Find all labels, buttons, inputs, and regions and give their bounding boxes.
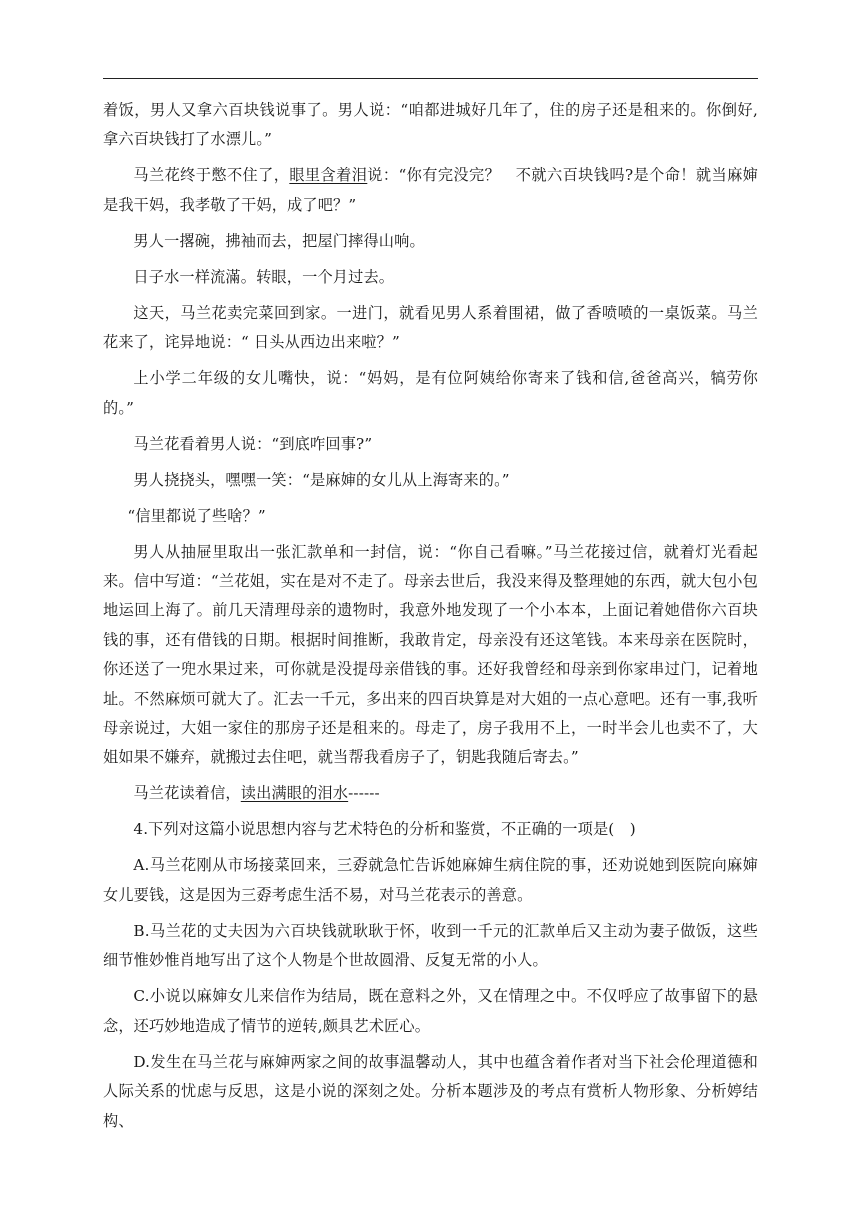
question-option-d: D.发生在马兰花与麻婶两家之间的故事温馨动人，其中也蕴含着作者对当下社会伦理道德和人际关系的忧虑与反思，这是小说的深刻之处。分析本题涉及的考点有赏析人物形象、分析婷结构、 bbox=[103, 1052, 758, 1130]
question-option-b: B.马兰花的丈夫因为六百块钱就耿耿于怀，收到一千元的汇款单后又主动为妻子做饭，这些细节惟妙惟肖地写出了这个人物是个世故圆滑、反复无常的小人。 bbox=[103, 921, 758, 970]
document-body bbox=[103, 96, 758, 1143]
paragraph: 日子水一样流滿。转眼，一个月过去。 bbox=[133, 267, 395, 286]
paragraph: 马兰花看着男人说：“到底咋回事?” bbox=[133, 434, 373, 453]
paragraph bbox=[103, 779, 758, 808]
paragraph: 上小学二年级的女儿嘴快，说：“妈妈，是有位阿姨给你寄来了钱和信,爸爸高兴，犒劳你的。” bbox=[103, 369, 758, 417]
question-stem: 4.下列对这篇小说思想内容与艺术特色的分析和鉴赏，不正确的一项是( ) bbox=[133, 820, 636, 839]
text-span: 说：“你有完没完？ 不就六百块钱吗?是个命！就当麻婶是我干妈，我孝敬了干妈，成了吧？” bbox=[103, 166, 759, 214]
paragraph: 男人挠挠头，嘿嘿一笑：“是麻婶的女儿从上海寄来的。” bbox=[133, 470, 510, 489]
paragraph: “信里都说了些啥？” bbox=[127, 506, 266, 525]
paragraph: 男人一撂碗，拂袖而去，把屋门摔得山响。 bbox=[133, 231, 425, 250]
header-rule bbox=[103, 78, 758, 79]
paragraph bbox=[103, 161, 758, 220]
text-span: ------ bbox=[348, 784, 380, 803]
question-option-c: C.小说以麻婶女儿来信作为结局，既在意料之外，又在情理之中。不仅呼应了故事留下的悬念，还巧妙地造成了情节的逆转,颇具艺术匠心。 bbox=[103, 987, 758, 1035]
paragraph: 男人从抽屉里取出一张汇款单和一封信，说：“你自己看嘛。”马兰花接过信，就着灯光看起来。信中写道：“兰花姐，实在是对不走了。母亲去世后，我没来得及整理她的东西，就大包小包地运回上海了。前几天清理母亲的遗物时，我意外地发现了一个小本本，上面记着她借你六百块钱的事，还有借钱的日期。根据时间推断，我敢肯定，母亲没有还这笔钱。本来母亲在医院时，你还送了一兜水果过来，可你就是没提母亲借钱的事。还好我曾经和母亲到你家串过门，记着地址。不然麻烦可就大了。汇去一千元，多出来的四百块算是对大姐的一点心意吧。还有一事,我听母亲说过，大姐一家住的那房子还是租来的。母走了，房子我用不上，一时半会儿也卖不了，大姐如果不嫌弃，就搬过去住吧，就当帮我看房子了，钥匙我随后寄去。” bbox=[103, 542, 758, 767]
text-span: 马兰花读着信， bbox=[133, 784, 241, 803]
question-option-a: A.马兰花刚从市场接菜回来，三孬就急忙告诉她麻婶生病住院的事，还劝说她到医院向麻婶女儿要钱，这是因为三孬考虑生活不易，对马兰花表示的善意。 bbox=[103, 856, 758, 904]
text-span: 马兰花终于憋不住了， bbox=[133, 166, 290, 185]
paragraph: 着饭，男人又拿六百块钱说事了。男人说：“咱都进城好几年了，住的房子还是租来的。你倒好,拿六百块钱打了水漂儿。” bbox=[103, 101, 758, 149]
underlined-phrase: 眼里含着泪 bbox=[289, 166, 368, 185]
paragraph: 这天，马兰花卖完菜回到家。一进门，就看见男人系着围裙，做了香喷喷的一桌饭菜。马兰花来了，诧异地说：“ 日头从西边出来啦？” bbox=[103, 303, 758, 352]
underlined-phrase: 读出满眼的泪水 bbox=[240, 784, 349, 803]
